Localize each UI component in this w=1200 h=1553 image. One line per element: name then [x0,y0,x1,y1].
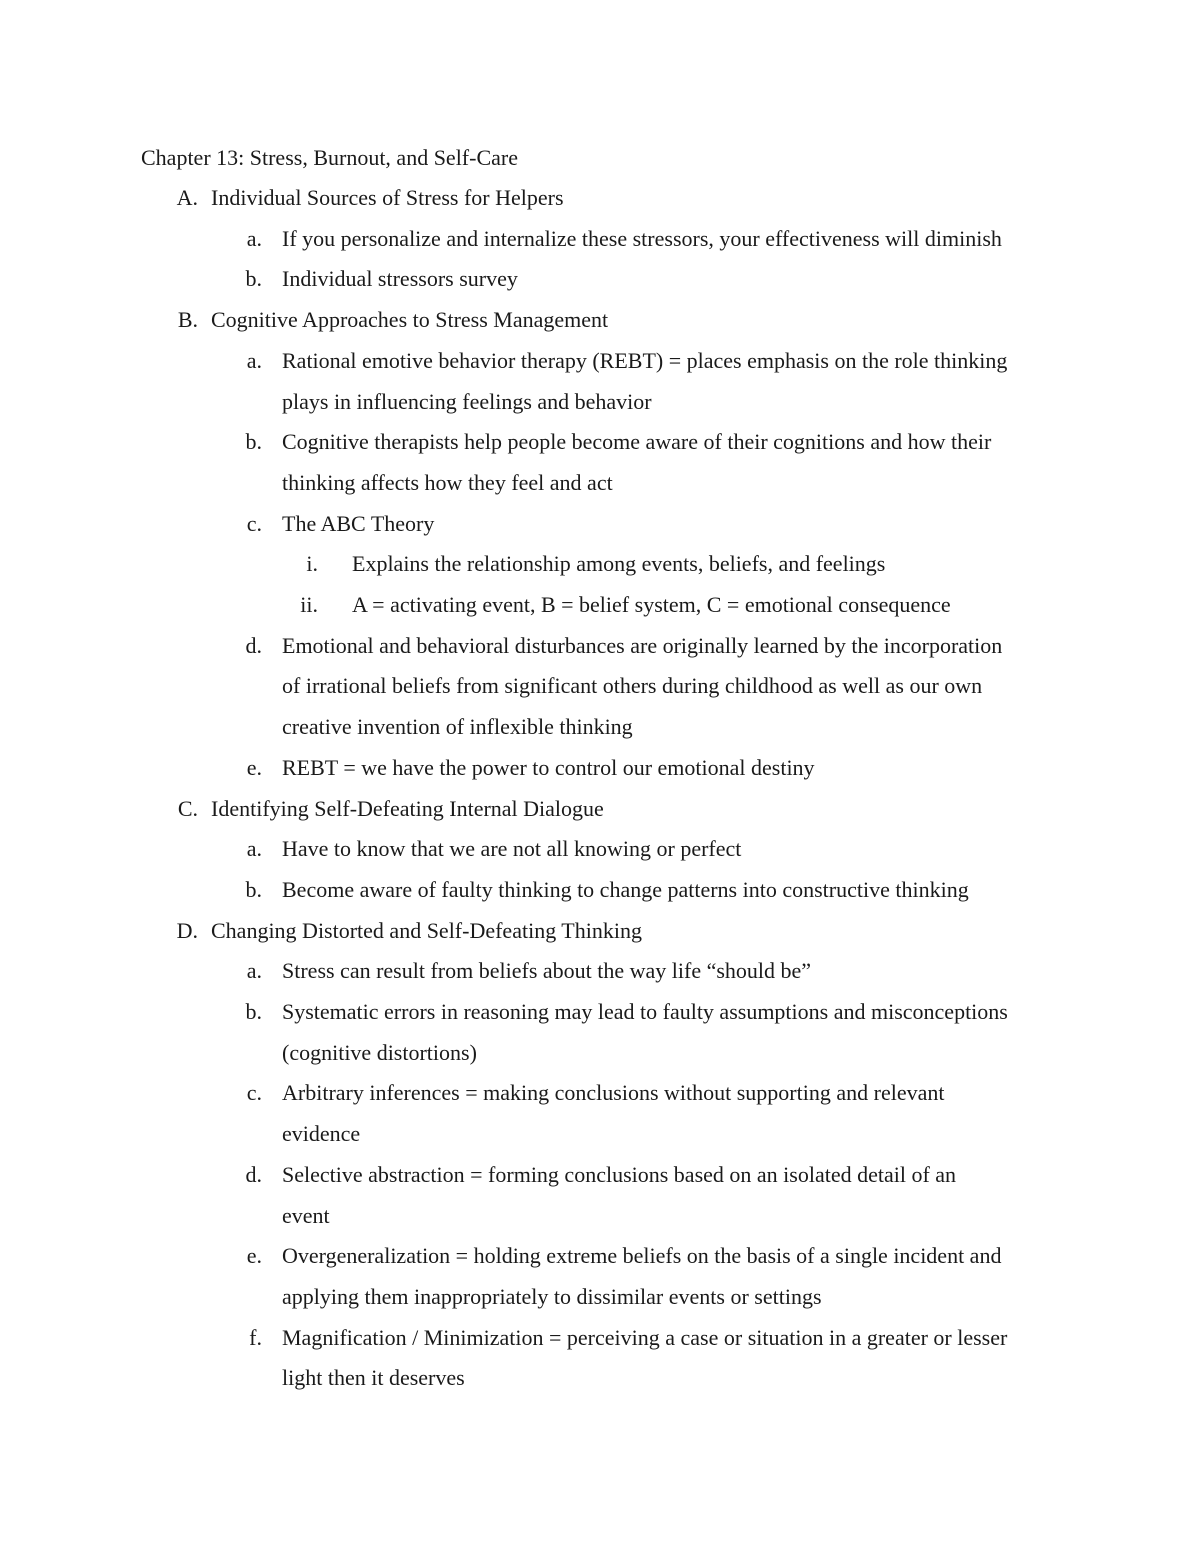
list-text: Explains the relationship among events, beliefs, and feelings [352,551,886,577]
list-marker: b. [245,429,262,455]
list-marker: a. [246,225,262,251]
list-text: Arbitrary inferences = making conclusions without supporting and relevant [282,1080,945,1106]
list-text: Individual Sources of Stress for Helpers [211,185,564,210]
list-text: Overgeneralization = holding extreme beliefs on the basis of a single incident and [282,1243,1002,1269]
list-marker: a. [246,958,262,984]
list-text: REBT = we have the power to control our emotional destiny [282,754,815,780]
list-text: Changing Distorted and Self-Defeating Thinking [211,917,642,943]
list-marker: B. [177,307,198,333]
list-text: light then it deserves [282,1365,465,1391]
list-text: evidence [282,1121,361,1147]
list-marker: e. [246,1243,262,1269]
list-text: Systematic errors in reasoning may lead to faulty assumptions and misconceptions [282,999,1008,1024]
list-marker: e. [246,754,262,780]
list-marker: C. [177,795,198,821]
list-marker: b. [245,999,262,1024]
list-text: (cognitive distortions) [282,1039,477,1065]
list-marker: d. [245,1161,262,1187]
list-text: Rational emotive behavior therapy (REBT) = places emphasis on the role thinking [282,347,1008,373]
list-text: Identifying Self-Defeating Internal Dialogue [211,795,604,821]
list-text: The ABC Theory [282,510,435,536]
list-text: Cognitive therapists help people become aware of their cognitions and how their [282,429,992,455]
list-text: applying them inappropriately to dissimilar events or settings [282,1283,822,1309]
list-marker: ii. [300,592,318,617]
list-marker: A. [176,185,198,210]
list-text: Individual stressors survey [282,266,518,292]
list-marker: d. [245,632,262,658]
list-text: Have to know that we are not all knowing or perfect [282,836,742,862]
list-text: creative invention of inflexible thinking [282,714,633,740]
list-marker: a. [246,836,262,862]
list-marker: D. [176,917,198,943]
list-marker: b. [245,876,262,902]
list-text: of irrational beliefs from significant others during childhood as well as our own [282,673,983,699]
list-text: plays in influencing feelings and behavior [282,388,652,414]
list-marker: b. [245,266,262,292]
list-text: thinking affects how they feel and act [282,469,613,495]
list-text: Stress can result from beliefs about the way life “should be” [282,958,812,984]
list-text: Emotional and behavioral disturbances are originally learned by the incorporation [282,632,1003,658]
list-text: event [282,1202,330,1228]
list-marker: c. [246,510,262,536]
document-title: Chapter 13: Stress, Burnout, and Self-Care [141,145,518,170]
list-marker: f. [249,1324,262,1350]
list-text: If you personalize and internalize these stressors, your effectiveness will diminish [282,225,1002,251]
list-marker: c. [246,1080,262,1106]
list-text: Become aware of faulty thinking to change patterns into constructive thinking [282,876,969,902]
list-text: A = activating event, B = belief system, C = emotional consequence [352,592,951,617]
list-text: Selective abstraction = forming conclusions based on an isolated detail of an [282,1161,957,1187]
list-text: Cognitive Approaches to Stress Management [211,307,609,333]
list-marker: i. [306,551,318,577]
list-marker: a. [246,347,262,373]
list-text: Magnification / Minimization = perceiving a case or situation in a greater or lesser [282,1324,1008,1350]
